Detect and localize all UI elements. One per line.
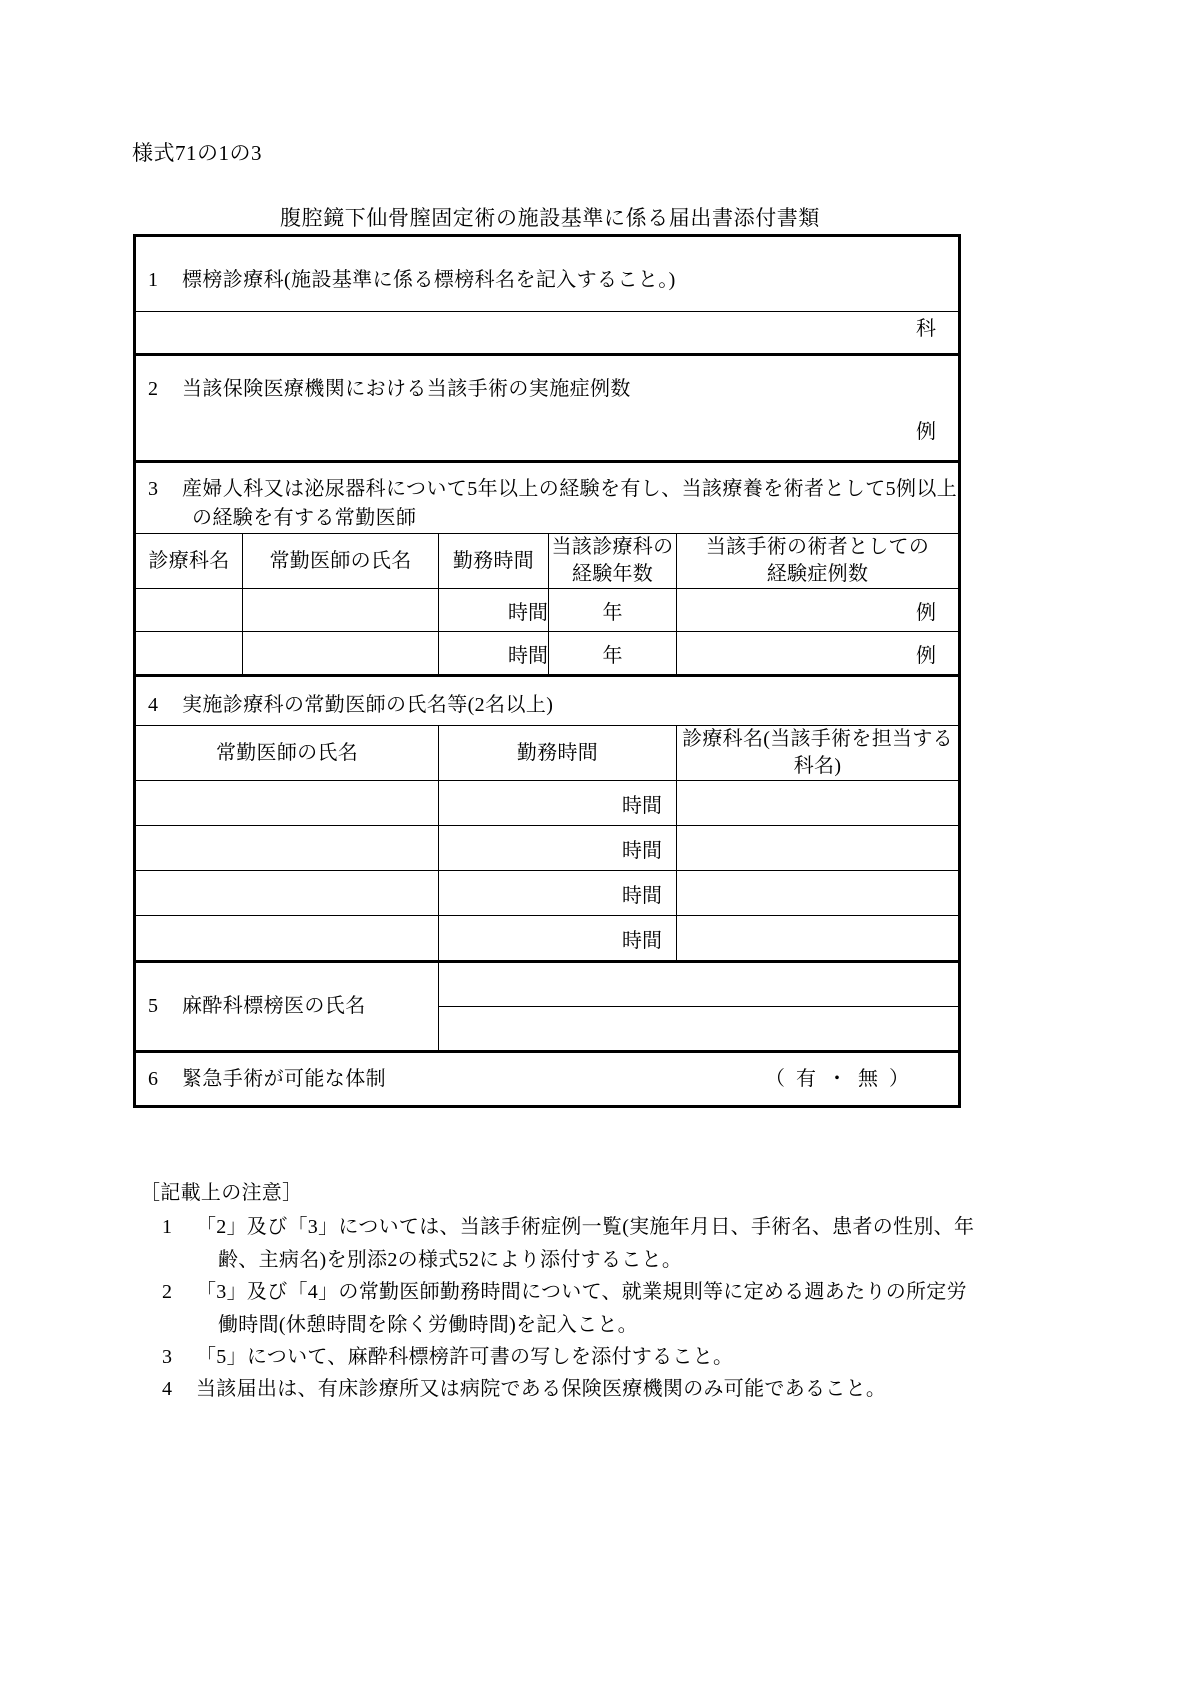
cell-s4-work-hours[interactable]: 時間 [439,781,677,826]
note-item [140,1373,1100,1405]
cell-s4-dept-name[interactable] [677,916,960,962]
header-dept-name: 診療科名 [135,534,243,589]
header-s4-work-hours: 勤務時間 [439,726,677,781]
header-surgeon-case-count [677,534,960,589]
cell-case-count[interactable]: 例 [677,589,960,632]
note-text: 「5」について、麻酔科標榜許可書の写しを添付すること。 [196,1345,734,1368]
section-5-value-1[interactable] [439,962,960,1007]
form-number: 様式71の1の3 [132,141,262,165]
section-3-header-row [135,534,960,589]
section-5-row [135,962,960,1007]
section-3-row [135,462,960,534]
section-4-text: 実施診療科の常勤医師の氏名等(2名以上) [182,693,554,716]
section-5-label [136,992,438,1021]
section-1-input-row [135,312,960,355]
header-s4-doctor-name: 常勤医師の氏名 [135,726,439,781]
section-4-label [136,683,958,720]
cell-s4-doctor-name[interactable] [135,871,439,916]
form-table [133,234,961,1108]
section-5-label-cell [135,962,439,1052]
note-line [140,1276,1100,1308]
section-2-unit: 例 [916,420,936,443]
table-row [135,632,960,676]
header-work-hours: 勤務時間 [439,534,549,589]
note-item [140,1276,1100,1341]
section-2-row [135,355,960,411]
note-text: 当該届出は、有床診療所又は病院である保険医療機関のみ可能であること。 [196,1378,887,1401]
section-5-number: 5 [148,995,159,1017]
section-3-text-line2: の経験を有する常勤医師 [192,507,417,529]
section-4-row [135,676,960,726]
note-line [140,1341,1100,1373]
cell-experience-years[interactable]: 年 [549,632,677,676]
table-row [135,871,960,916]
cell-s4-work-hours[interactable]: 時間 [439,826,677,871]
header-dept-experience-years-line1: 当該診療科の [551,536,674,558]
section-5-value-2[interactable] [439,1007,960,1052]
table-row [135,826,960,871]
section-2-text: 当該保険医療機関における当該手術の実施症例数 [182,377,631,400]
header-dept-experience-years-line2: 経験年数 [571,563,654,585]
cell-s4-doctor-name[interactable] [135,781,439,826]
section-2-number: 2 [148,377,159,400]
section-4-label-cell [135,676,960,726]
note-number: 3 [162,1345,173,1368]
note-item [140,1211,1100,1276]
section-4-header-row [135,726,960,781]
note-number: 4 [162,1378,173,1401]
section-6-number: 6 [148,1067,159,1090]
note-text-cont: 齢、主病名)を別添2の様式52により添付すること。 [218,1248,683,1271]
section-6-cell [135,1052,960,1107]
cell-s4-doctor-name[interactable] [135,916,439,962]
section-3-label [136,463,958,533]
note-line [140,1373,1100,1405]
cell-doctor-name[interactable] [243,589,439,632]
header-dept-experience-years [549,534,677,589]
section-6-row [135,1052,960,1107]
section-1-row [135,236,960,312]
note-text: 「2」及び「3」については、当該手術症例一覧(実施年月日、手術名、患者の性別、年 [196,1216,975,1239]
note-line [140,1211,1100,1243]
cell-dept-name[interactable] [135,632,243,676]
notes-block [140,1177,1100,1406]
section-2-label-cell [135,355,960,411]
section-4-number: 4 [148,693,159,716]
header-s4-dept-name: 診療科名(当該手術を担当する科名) [677,726,960,781]
section-1-label [136,254,958,295]
note-text: 「3」及び「4」の常勤医師勤務時間について、就業規則等に定める週あたりの所定労 [196,1281,967,1304]
section-6-choices[interactable]: （ 有 ・ 無 ） [765,1067,912,1090]
table-row [135,781,960,826]
section-6-text: 緊急手術が可能な体制 [182,1067,386,1090]
section-3-number: 3 [148,478,159,500]
cell-s4-dept-name[interactable] [677,781,960,826]
note-number: 1 [162,1216,173,1239]
section-1-unit: 科 [916,318,936,340]
section-3-text-line1: 産婦人科又は泌尿器科について5年以上の経験を有し、当該療養を術者として5例以上 [182,478,958,500]
cell-s4-dept-name[interactable] [677,826,960,871]
section-1-text: 標榜診療科(施設基準に係る標榜科名を記入すること。) [182,268,676,291]
note-number: 2 [162,1281,173,1304]
section-1-number: 1 [148,268,159,291]
cell-s4-work-hours[interactable]: 時間 [439,916,677,962]
section-3-label-cell [135,462,960,534]
cell-s4-dept-name[interactable] [677,871,960,916]
table-row [135,589,960,632]
note-text-cont: 働時間(休憩時間を除く労働時間)を記入こと。 [218,1313,638,1336]
cell-work-hours[interactable]: 時間 [439,632,549,676]
header-surgeon-case-count-line1: 当該手術の術者としての [705,536,930,558]
section-1-value-cell[interactable] [135,312,960,355]
cell-s4-work-hours[interactable]: 時間 [439,871,677,916]
section-6-label [136,1065,958,1094]
cell-work-hours[interactable]: 時間 [439,589,549,632]
table-row [135,916,960,962]
section-2-value-cell[interactable] [135,410,960,462]
header-doctor-name: 常勤医師の氏名 [243,534,439,589]
section-2-input-row [135,410,960,462]
document-title: 腹腔鏡下仙骨膣固定術の施設基準に係る届出書添付書類 [280,206,820,230]
header-surgeon-case-count-line2: 経験症例数 [766,563,869,585]
cell-s4-doctor-name[interactable] [135,826,439,871]
section-1-label-cell [135,236,960,312]
section-5-text: 麻酔科標榜医の氏名 [182,995,366,1017]
notes-title: ［記載上の注意］ [140,1182,303,1204]
cell-dept-name[interactable] [135,589,243,632]
section-2-label [136,363,958,404]
cell-case-count[interactable]: 例 [677,632,960,676]
cell-experience-years[interactable]: 年 [549,589,677,632]
note-item [140,1341,1100,1373]
cell-doctor-name[interactable] [243,632,439,676]
